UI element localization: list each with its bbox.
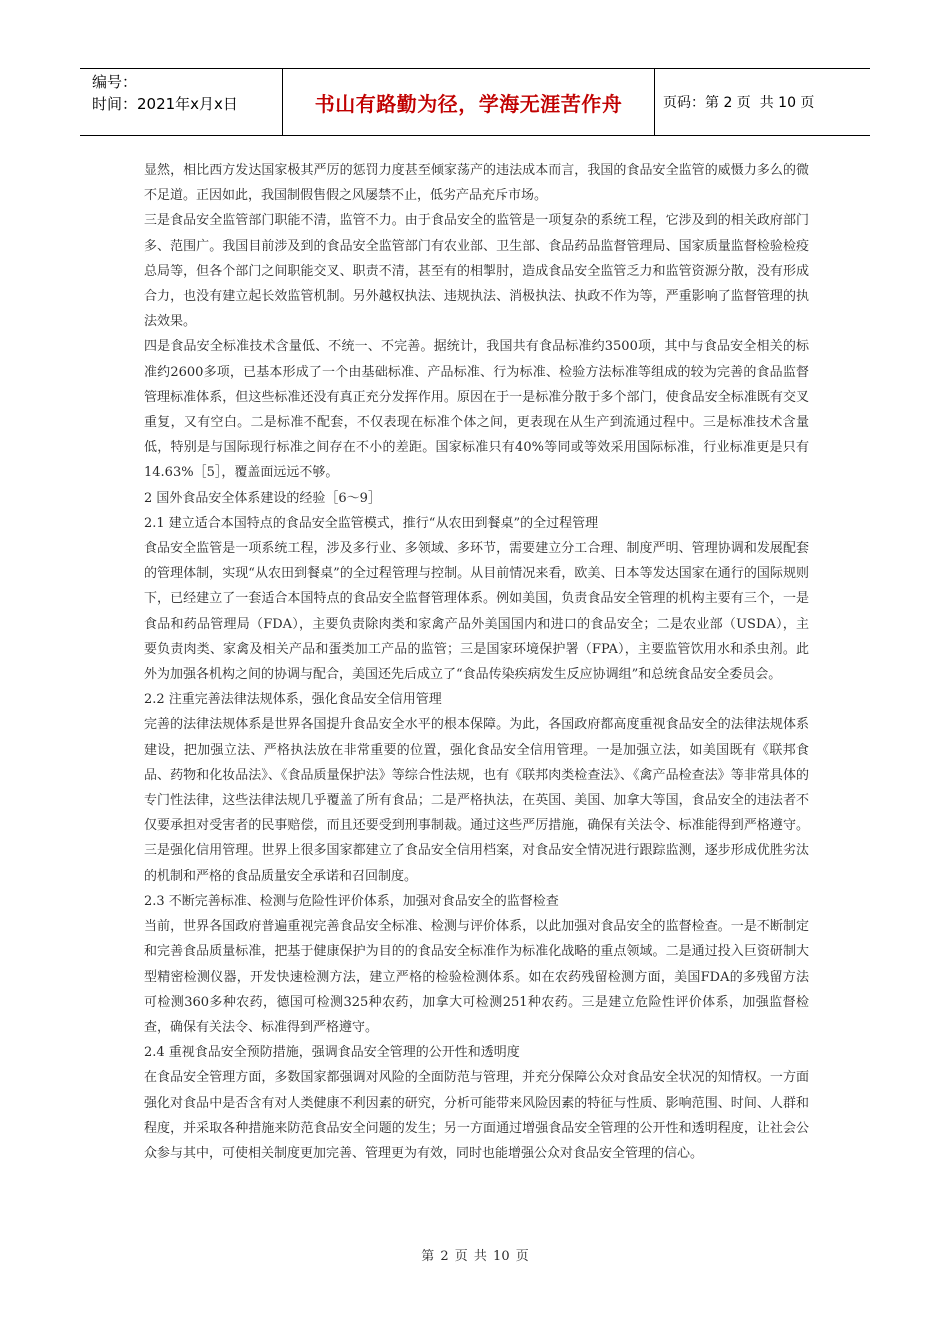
header-table: [80, 68, 870, 136]
body-paragraph: 完善的法律法规体系是世界各国提升食品安全水平的根本保障。为此，各国政府都高度重视食品安全的法律法规体系建设，把加强立法、严格执法放在非常重要的位置，强化食品安全信用管理。一是加强立法，如美国既有《联邦食品、药物和化妆品法》、《食品质量保护法》等综合性法规，也有《联邦肉类检查法》、《禽产品检查法》等非常具体的专门性法律，这些法律法规几乎覆盖了所有食品；二是严格执法，在英国、美国、加拿大等国，食品安全的违法者不仅要承担对受害者的民事赔偿，而且还要受到刑事制裁。通过这些严厉措施，确保有关法令、标准能得到严格遵守。三是强化信用管理。世界上很多国家都建立了食品安全信用档案，对食品安全情况进行跟踪监测，逐步形成优胜劣汰的机制和严格的食品质量安全承诺和召回制度。: [144, 717, 809, 884]
subsection-heading: 2.2 注重完善法律法规体系，强化食品安全信用管理: [144, 692, 442, 708]
page-footer: 第 2 页 共 10 页: [421, 1249, 529, 1264]
header-page-indicator: 页码：第 2 页 共 10 页: [663, 95, 815, 111]
subsection-heading: 2.4 重视食品安全预防措施，强调食品安全管理的公开性和透明度: [144, 1045, 520, 1061]
body-paragraph: 显然，相比西方发达国家极其严厉的惩罚力度甚至倾家荡产的违法成本而言，我国的食品安全监管的威慑力多么的微不足道。正因如此，我国制假售假之风屡禁不止，低劣产品充斥市场。: [144, 163, 809, 204]
body-paragraph: 三是食品安全监管部门职能不清，监管不力。由于食品安全的监管是一项复杂的系统工程，它涉及到的相关政府部门多、范围广。我国目前涉及到的食品安全监管部门有农业部、卫生部、食品药品监督管理局、国家质量监督检验检疫总局等，但各个部门之间职能交叉、职责不清，甚至有的相掣肘，造成食品安全监管乏力和监管资源分散，没有形成合力，也没有建立起长效监管机制。另外越权执法、违规执法、消极执法、执政不作为等，严重影响了监督管理的执法效果。: [144, 213, 809, 330]
serial-label: 编号：: [92, 73, 138, 91]
document-body: [144, 158, 809, 1166]
header-motto: 书山有路勤为径，学海无涯苦作舟: [283, 69, 655, 135]
body-paragraph: 当前，世界各国政府普遍重视完善食品安全标准、检测与评价体系，以此加强对食品安全的监督检查。一是不断制定和完善食品质量标准，把基于健康保护为目的的食品安全标准作为标准化战略的重点领域。二是通过投入巨资研制大型精密检测仪器，开发快速检测方法，建立严格的检验检测体系。如在农药残留检测方面，美国FDA的多残留方法可检测360多种农药，德国可检测325种农药，加拿大可检测251种农药。三是建立危险性评价体系，加强监督检查，确保有关法令、标准得到严格遵守。: [144, 919, 809, 1035]
section-heading: 2 国外食品安全体系建设的经验［6～9］: [144, 490, 381, 506]
body-paragraph: 在食品安全管理方面，多数国家都强调对风险的全面防范与管理，并充分保障公众对食品安全状况的知情权。一方面强化对食品中是否含有对人类健康不利因素的研究，分析可能带来风险因素的特征与性质、影响范围、时间、人群和程度，并采取各种措施来防范食品安全问题的发生；另一方面通过增强食品安全管理的公开性和透明程度，让社会公众参与其中，可使相关制度更加完善、管理更为有效，同时也能增强公众对食品安全管理的信心。: [144, 1070, 809, 1161]
subsection-heading: 2.1 建立适合本国特点的食品安全监管模式，推行“从农田到餐桌”的全过程管理: [144, 515, 599, 531]
subsection-heading: 2.3 不断完善标准、检测与危险性评价体系，加强对食品安全的监督检查: [144, 893, 559, 909]
body-paragraph: 食品安全监管是一项系统工程，涉及多行业、多领域、多环节，需要建立分工合理、制度严明、管理协调和发展配套的管理体制，实现“从农田到餐桌”的全过程管理与控制。从目前情况来看，欧美、日本等发达国家在通行的国际规则下，已经建立了一套适合本国特点的食品安全监督管理体系。例如美国，负责食品安全管理的机构主要有三个，一是食品和药品管理局（FDA），主要负责除肉类和家禽产品外美国国内和进口的食品安全；二是农业部（USDA），主要负责肉类、家禽及相关产品和蛋类加工产品的监管；三是国家环境保护署（FPA），主要监管饮用水和杀虫剂。此外为加强各机构之间的协调与配合，美国还先后成立了“食品传染疾病发生反应协调组”和总统食品安全委员会。: [144, 541, 809, 683]
body-paragraph: 四是食品安全标准技术含量低、不统一、不完善。据统计，我国共有食品标准约3500项，其中与食品安全相关的标准约2600多项，已基本形成了一个由基础标准、产品标准、行为标准、检验方法标准等组成的较为完善的食品监督管理标准体系，但这些标准还没有真正充分发挥作用。原因在于一是标准分散于多个部门，使食品安全标准既有交叉重复，又有空白。二是标准不配套，不仅表现在标准个体之间，更表现在从生产到流通过程中。三是标准技术含量低，特别是与国际现行标准之间存在不小的差距。国家标准只有40%等同或等效采用国际标准，行业标准更是只有14.63%［5］，覆盖面远远不够。: [144, 339, 809, 481]
date-text: 时间：2021年x月x日: [92, 95, 238, 113]
header-info-cell: [80, 69, 283, 135]
